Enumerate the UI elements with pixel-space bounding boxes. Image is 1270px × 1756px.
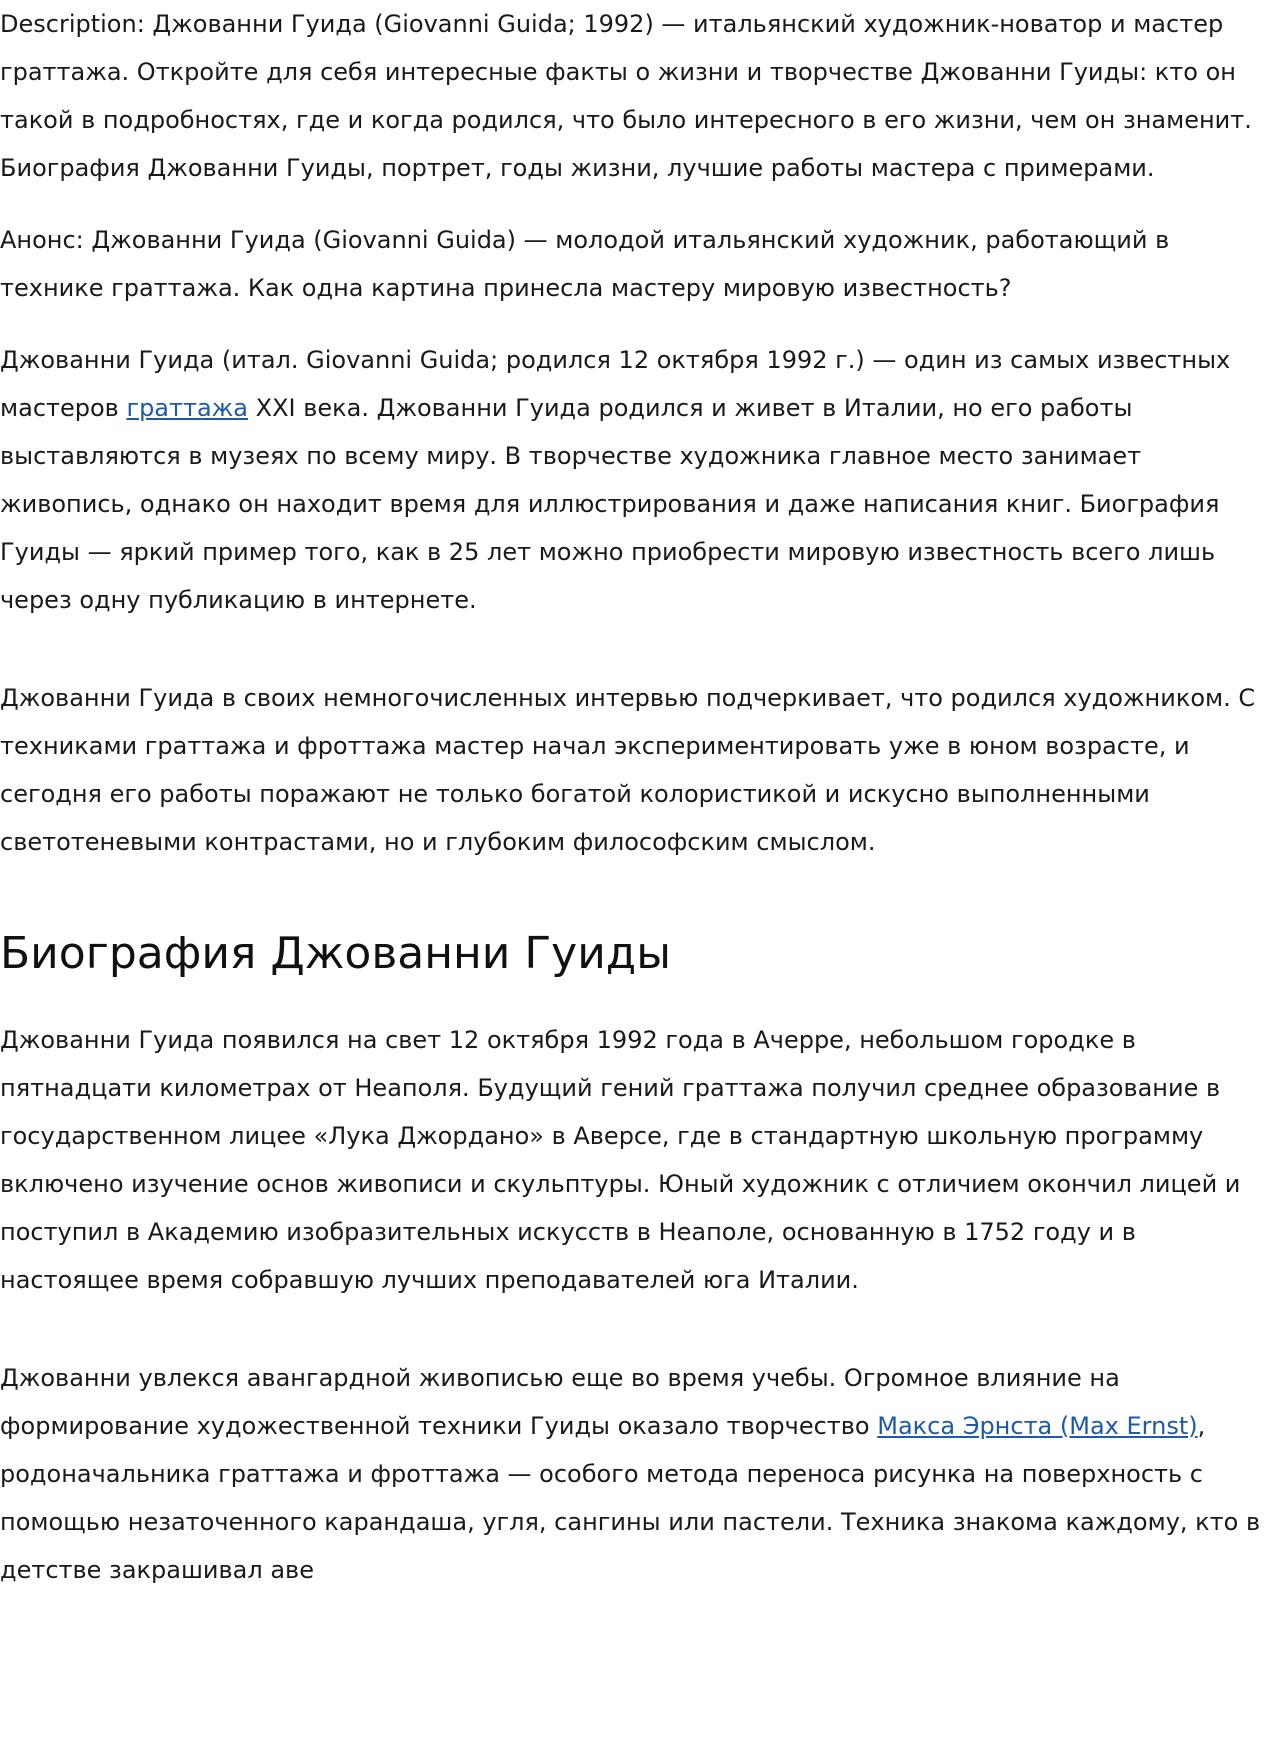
biography-paragraph-1: Джованни Гуида появился на свет 12 октября 1992 года в Ачерре, небольшом городке в пятнадцати километрах от Неаполя. Будущий гений граттажа получил среднее образование в государственном лицее «Лука Джордано» в Аверсе, где в стандартную школьную программу включено изучение основ живописи и скульптуры. Юный художник с отличием окончил лицей и поступил в Академию изобразительных искусств в Неаполе, основанную в 1752 году и в настоящее время собравшую лучших преподавателей юга Италии. (0, 1026, 1241, 1294)
interview-paragraph: Джованни Гуида в своих немногочисленных интервью подчеркивает, что родился художником. С техниками граттажа и фроттажа мастер начал экспериментировать уже в юном возрасте, и сегодня его работы поражают не только богатой колористикой и искусно выполненными светотеневыми контрастами, но и глубоким философским смыслом. (0, 684, 1256, 856)
biography-paragraph-2 (0, 1354, 1268, 1594)
intro-paragraph (0, 336, 1268, 624)
anons-paragraph: Анонс: Джованни Гуида (Giovanni Guida) — молодой итальянский художник, работающий в технике граттажа. Как одна картина принесла мастеру мировую известность? (0, 226, 1170, 302)
bio2-text-end: , родоначальника граттажа и фроттажа — особого метода переноса рисунка на поверхность с помощью незаточенного карандаша, угля, сангины или пастели. Техника знакома каждому, кто в детстве закрашивал аве (0, 1412, 1261, 1584)
biography-heading: Биография Джованни Гуиды (0, 928, 671, 979)
intro-text-end: XXI века. Джованни Гуида родился и живет в Италии, но его работы выставляются в музеях по всему миру. В творчестве художника главное место занимает живопись, однако он находит время для иллюстрирования и даже написания книг. Биография Гуиды — яркий пример того, как в 25 лет можно приобрести мировую известность всего лишь через одну публикацию в интернете. (0, 394, 1220, 614)
max-ernst-link[interactable]: Макса Эрнста (Max Ernst) (877, 1412, 1198, 1440)
bio2-text-start: Джованни увлекся авангардной живописью еще во время учебы. Огромное влияние на формирование художественной техники Гуиды оказало творчество (0, 1364, 1120, 1440)
description-paragraph: Description: Джованни Гуида (Giovanni Guida; 1992) — итальянский художник-новатор и мастер граттажа. Откройте для себя интересные факты о жизни и творчестве Джованни Гуиды: кто он такой в подробностях, где и когда родился, что было интересного в его жизни, чем он знаменит. Биография Джованни Гуиды, портрет, годы жизни, лучшие работы мастера с примерами. (0, 10, 1252, 182)
grattage-link[interactable]: граттажа (126, 394, 248, 422)
intro-text-start: Джованни Гуида (итал. Giovanni Guida; родился 12 октября 1992 г.) — один из самых известных мастеров (0, 346, 1231, 422)
